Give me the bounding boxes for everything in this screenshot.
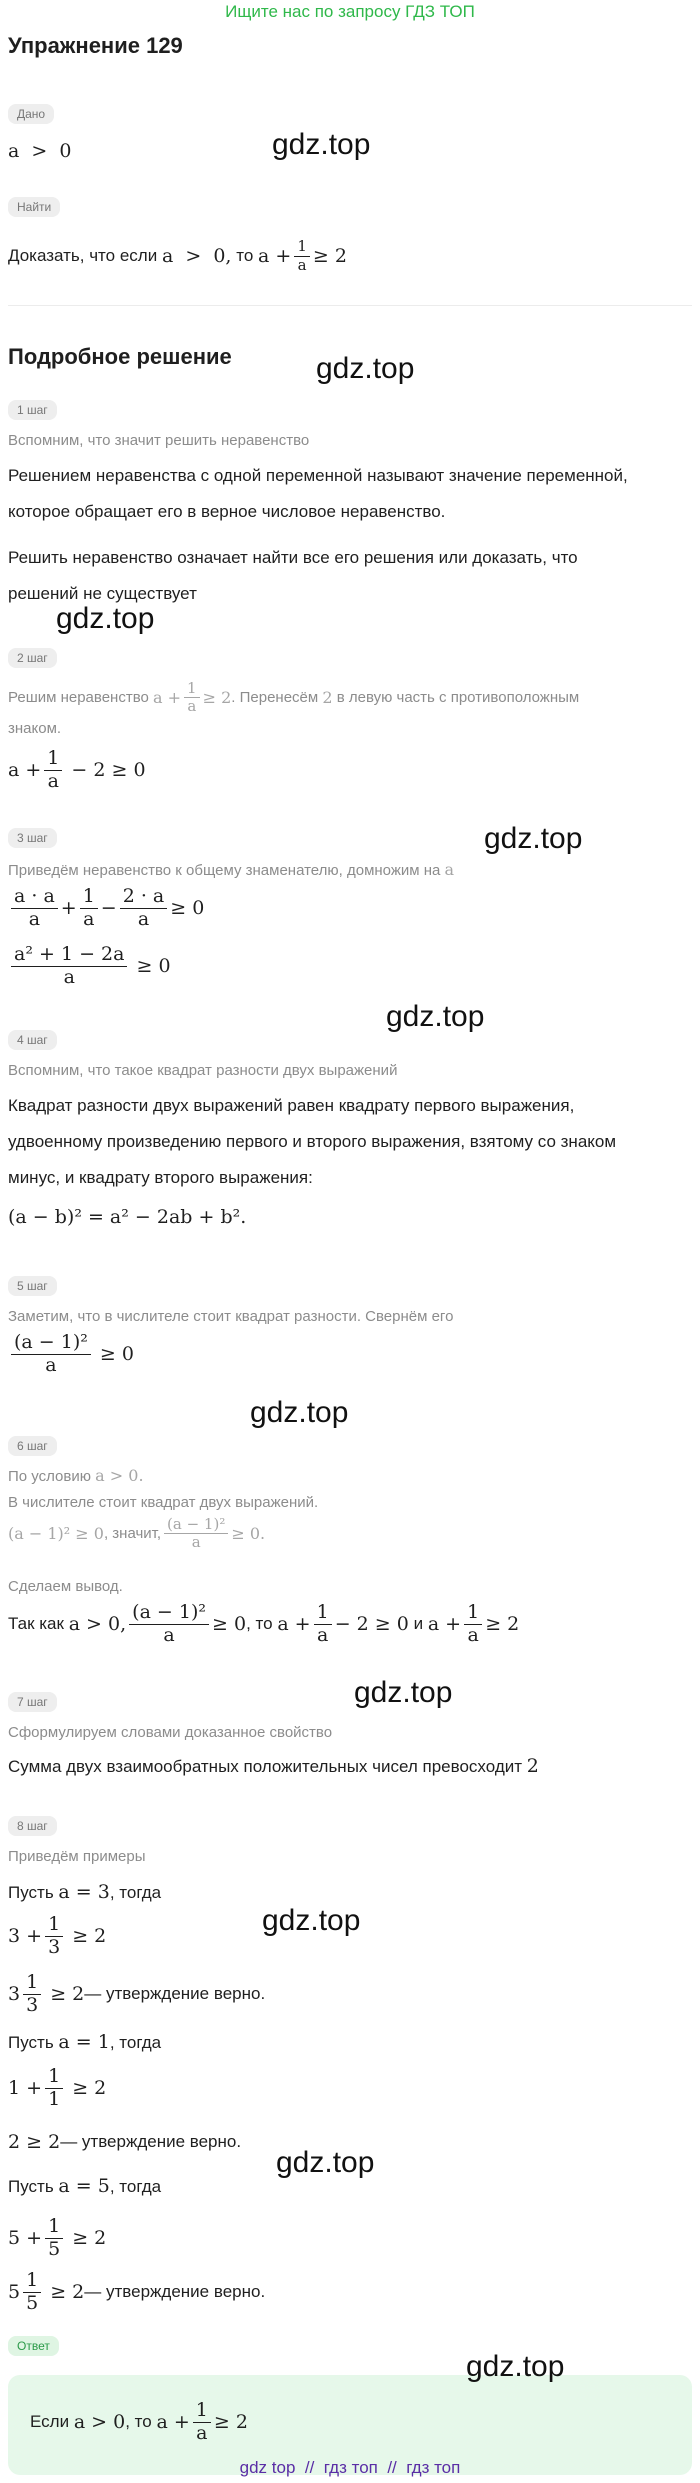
step-8-chip: 8 шаг	[8, 1816, 57, 1836]
step-1-p2b: решений не существует	[8, 584, 197, 603]
example-2-formula: 1 + $\frac{1}{1}$ ≥ 2	[8, 2065, 107, 2110]
step-3-formula-2: $\frac{\text{a² + 1 − 2a}}{a}$ ≥ 0	[8, 944, 171, 989]
step-4-p1: Квадрат разности двух выражений равен квадрату первого выражения,	[8, 1096, 575, 1115]
watermark: gdz.top	[272, 128, 371, 161]
example-2-verdict: 2 ≥ 2 — утверждение верно.	[8, 2131, 242, 2153]
watermark: gdz.top	[354, 1676, 453, 1709]
example-1-verdict: 3 $\frac{1}{3}$ ≥ 2 — утверждение верно.	[8, 1971, 266, 2016]
step-4-p2: удвоенному произведению первого и второго выражения, взятому со знаком	[8, 1132, 617, 1151]
divider	[8, 305, 692, 306]
watermark: gdz.top	[56, 602, 155, 635]
example-3-verdict: 5 $\frac{1}{5}$ ≥ 2 — утверждение верно.	[8, 2269, 266, 2314]
step-2-note: Решим неравенство a + $\frac{1}{a}$ ≥ 2 . Перенесём 2 в левую часть с противоположным	[8, 679, 580, 716]
example-1-formula: 3 + $\frac{1}{3}$ ≥ 2	[8, 1913, 107, 1958]
answer-chip: Ответ	[8, 2336, 59, 2356]
search-banner[interactable]: Ищите нас по запросу ГДЗ ТОП	[225, 2, 475, 21]
step-6-chip: 6 шаг	[8, 1436, 57, 1456]
step-7-statement: Сумма двух взаимообратных положительных чисел превосходит 2	[8, 1755, 539, 1777]
watermark: gdz.top	[276, 2146, 375, 2179]
step-5-note: Заметим, что в числителе стоит квадрат разности. Свернём его	[8, 1308, 454, 1325]
step-4-p3: минус, и квадрату второго выражения:	[8, 1168, 313, 1187]
step-5-chip: 5 шаг	[8, 1276, 57, 1296]
watermark: gdz.top	[262, 1904, 361, 1937]
page-title: Упражнение 129	[8, 33, 183, 58]
step-3-chip: 3 шаг	[8, 828, 57, 848]
watermark: gdz.top	[316, 352, 415, 385]
watermark: gdz.top	[386, 1000, 485, 1033]
step-6-conclusion: Так как a > 0, $\frac{\text{(a − 1)²}}{a}$ ≥ 0 , то a + $\frac{1}{a}$ − 2 ≥ 0 и a + $\frac{1}{a}$ ≥ 2	[8, 1601, 520, 1646]
example-1-intro: Пусть a = 3, тогда	[8, 1881, 162, 1903]
given-math: a > 0	[8, 140, 72, 162]
example-3-intro: Пусть a = 5, тогда	[8, 2175, 162, 2197]
step-4-formula: (a − b)² = a² − 2ab + b².	[8, 1206, 247, 1228]
step-2-chip: 2 шаг	[8, 648, 57, 668]
find-chip: Найти	[8, 197, 60, 217]
step-5-formula: $\frac{\text{(a − 1)²}}{a}$ ≥ 0	[8, 1332, 134, 1377]
step-1-p2a: Решить неравенство означает найти все его решения или доказать, что	[8, 548, 578, 567]
given-chip: Дано	[8, 104, 54, 124]
step-7-chip: 7 шаг	[8, 1692, 57, 1712]
step-2-formula: a + $\frac{1}{a}$ − 2 ≥ 0	[8, 747, 146, 792]
step-4-chip: 4 шаг	[8, 1030, 57, 1050]
step-1-p1a: Решением неравенства с одной переменной называют значение переменной,	[8, 466, 628, 485]
step-6-note-1: По условию a > 0.	[8, 1466, 144, 1485]
answer-text: Если a > 0 , то a + $\frac{1}{a}$ ≥ 2	[30, 2399, 248, 2444]
footer-links[interactable]: gdz top // гдз топ // гдз топ	[239, 2458, 461, 2477]
step-2-note-end: знаком.	[8, 720, 62, 737]
find-statement: Доказать, что если a > 0, то a + $\frac{1}{a}$ ≥ 2	[8, 237, 347, 274]
example-2-intro: Пусть a = 1, тогда	[8, 2031, 162, 2053]
example-3-formula: 5 + $\frac{1}{5}$ ≥ 2	[8, 2215, 107, 2260]
solution-title: Подробное решение	[8, 344, 232, 369]
step-1-note: Вспомним, что значит решить неравенство	[8, 432, 310, 449]
watermark: gdz.top	[250, 1396, 349, 1429]
watermark: gdz.top	[466, 2350, 565, 2383]
step-1-p1b: которое обращает его в верное числовое неравенство.	[8, 502, 446, 521]
step-3-formula-1: $\frac{a \cdot a}{a}$ + $\frac{1}{a}$ − $\frac{2 \cdot a}{a}$ ≥ 0	[8, 886, 204, 931]
watermark: gdz.top	[484, 822, 583, 855]
step-8-note: Приведём примеры	[8, 1848, 146, 1865]
step-6-note-4: Сделаем вывод.	[8, 1578, 123, 1595]
step-3-note: Приведём неравенство к общему знаменателю, домножим на a	[8, 860, 455, 879]
step-6-note-2: В числителе стоит квадрат двух выражений.	[8, 1494, 319, 1511]
step-6-note-3: (a − 1)² ≥ 0 , значит, $\frac{\text{(a − 1)²}}{a}$ ≥ 0.	[8, 1515, 266, 1552]
step-7-note: Сформулируем словами доказанное свойство	[8, 1724, 333, 1741]
step-1-chip: 1 шаг	[8, 400, 57, 420]
step-4-note: Вспомним, что такое квадрат разности двух выражений	[8, 1062, 398, 1079]
